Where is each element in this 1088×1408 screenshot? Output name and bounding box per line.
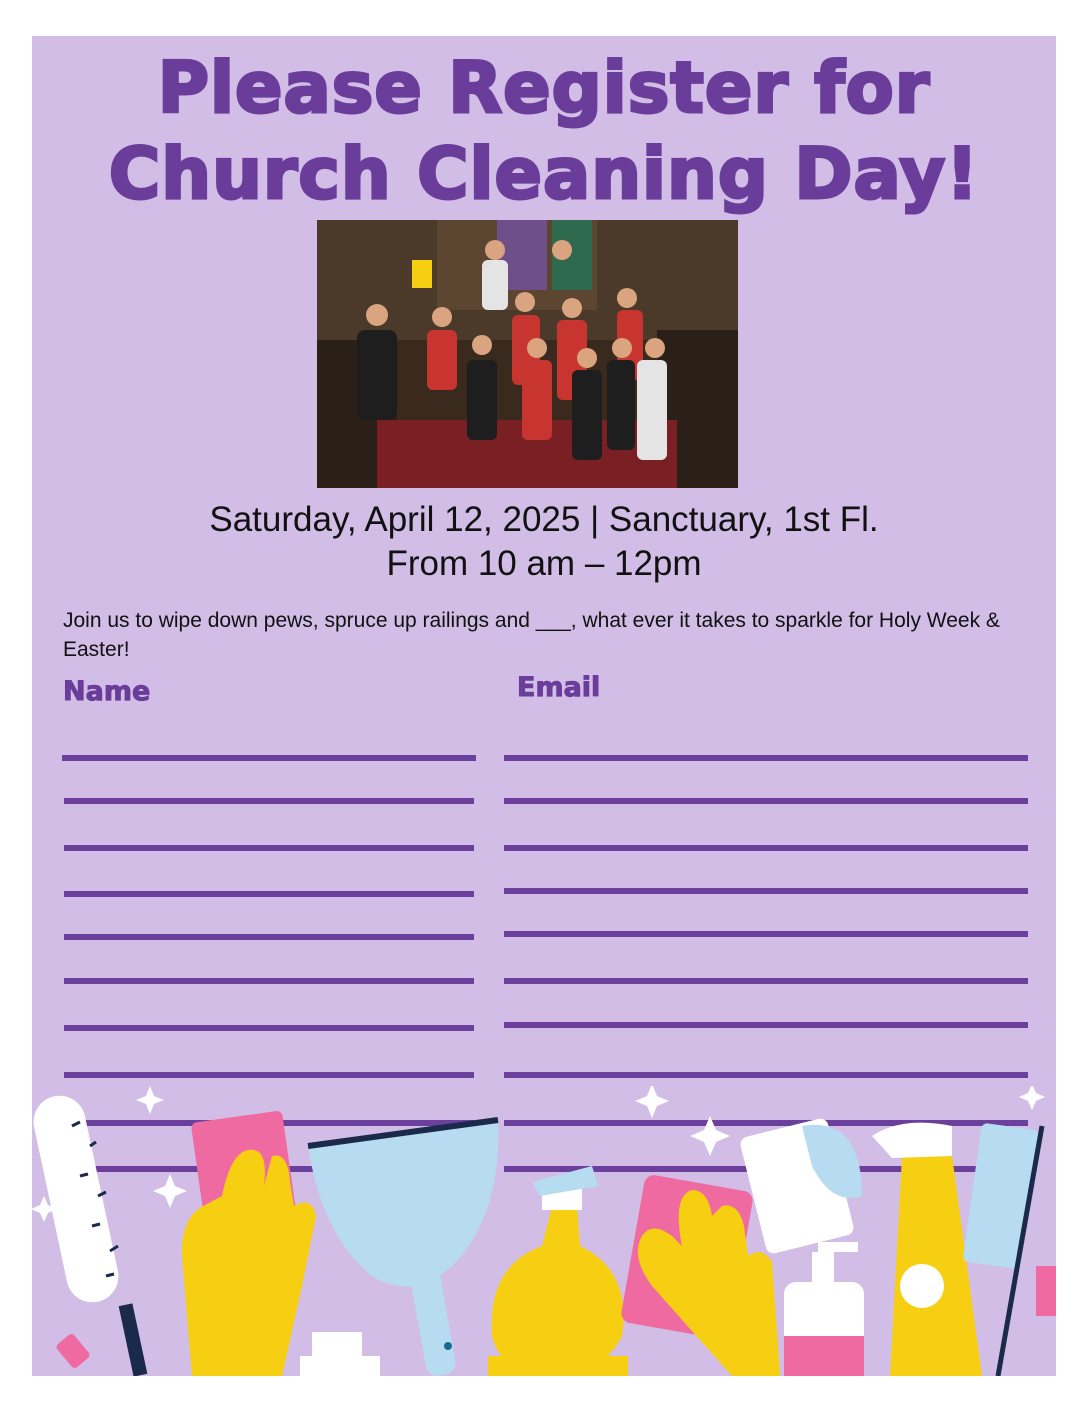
soap-pump-icon — [784, 1242, 864, 1376]
group-photo — [317, 220, 738, 488]
duster-icon — [32, 1091, 147, 1376]
email-signup-line[interactable] — [504, 755, 1028, 761]
email-signup-line[interactable] — [504, 1022, 1028, 1028]
email-signup-line[interactable] — [504, 845, 1028, 851]
email-column-header: Email — [517, 672, 601, 703]
event-date-location: Saturday, April 12, 2025 | Sanctuary, 1st Fl. — [209, 500, 879, 539]
email-signup-line[interactable] — [504, 888, 1028, 894]
name-signup-line[interactable] — [64, 1025, 474, 1031]
title-line-1: Please Register for — [157, 47, 931, 129]
event-time: From 10 am – 12pm — [386, 544, 702, 583]
cleaning-supplies-illustration — [32, 1086, 1056, 1376]
flyer — [32, 36, 1056, 1376]
spray-bottle-icon — [488, 1166, 628, 1376]
title-line-2: Church Cleaning Day! — [108, 133, 980, 215]
email-signup-line[interactable] — [504, 1072, 1028, 1078]
name-column-header: Name — [63, 676, 151, 707]
name-signup-line[interactable] — [64, 1072, 474, 1078]
email-signup-line[interactable] — [504, 798, 1028, 804]
name-signup-line[interactable] — [64, 978, 474, 984]
name-signup-line[interactable] — [64, 891, 474, 897]
name-signup-line[interactable] — [64, 798, 474, 804]
name-signup-line[interactable] — [62, 755, 476, 761]
glove-icon — [182, 1110, 316, 1376]
name-signup-line[interactable] — [64, 845, 474, 851]
name-signup-line[interactable] — [64, 934, 474, 940]
email-signup-line[interactable] — [504, 978, 1028, 984]
event-description: Join us to wipe down pews, spruce up railings and ___, what ever it takes to sparkle for Holy Week & Easter! — [63, 609, 1000, 661]
email-signup-line[interactable] — [504, 931, 1028, 937]
